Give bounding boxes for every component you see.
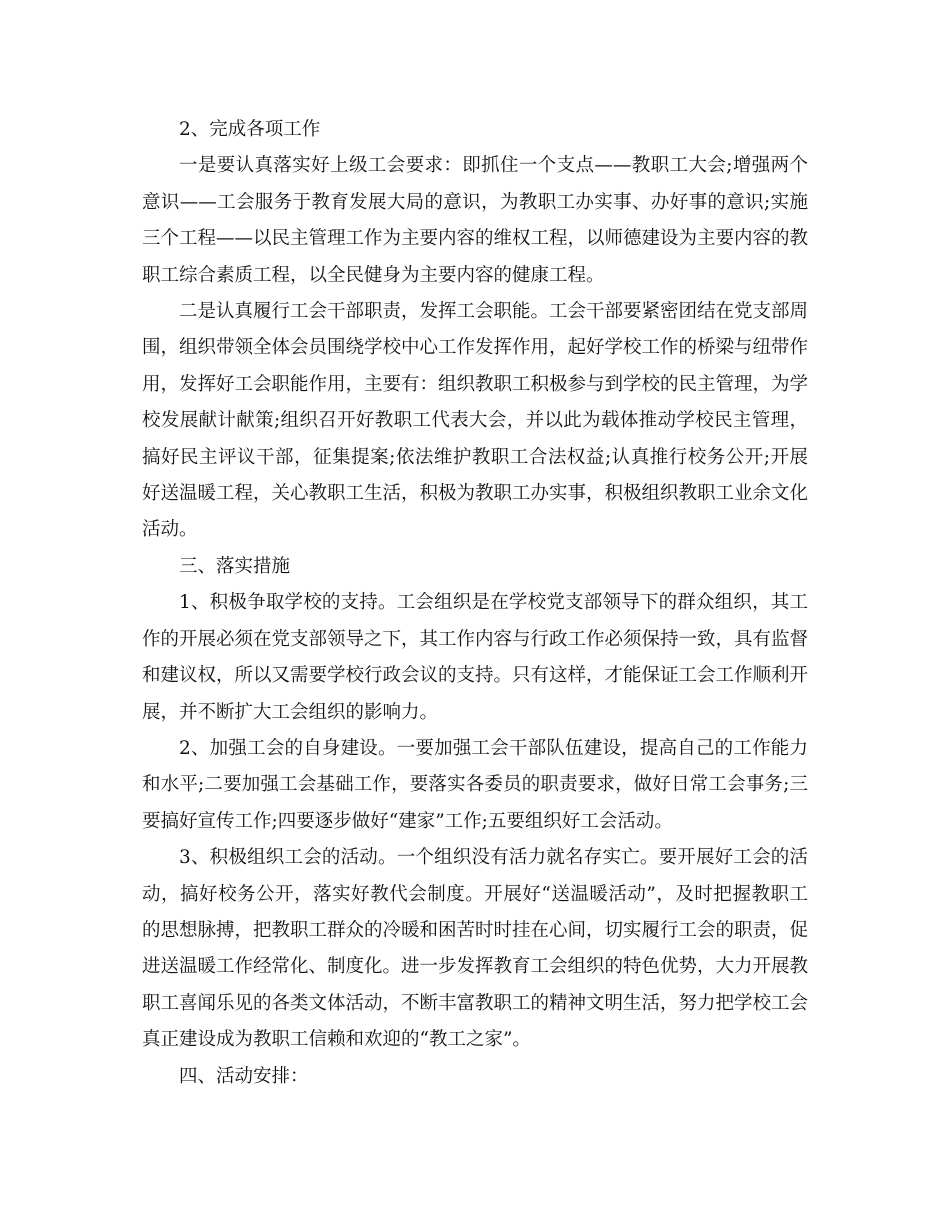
paragraph-measure-3: 3、积极组织工会的活动。一个组织没有活力就名存实亡。要开展好工会的活动，搞好校务公开，落实好教代会制度。开展好“送温暖活动”，及时把握教职工的思想脉搏，把教职工群众的冷暖和困苦时时挂在心间，切实履行工会的职责，促进送温暖工作经常化、制度化。进一步发挥教育工会组织的特色优势，大力开展教职工喜闻乐见的各类文体活动，不断丰富教职工的精神文明生活，努力把学校工会真正建设成为教职工信赖和欢迎的“教工之家”。	[142, 847, 809, 1051]
paragraph-measure-2: 2、加强工会的自身建设。一要加强工会干部队伍建设，提高自己的工作能力和水平;二要加强工会基础工作，要落实各委员的职责要求，做好日常工会事务;三要搞好宣传工作;四要逐步做好“建家”工作;五要组织好工会活动。	[142, 737, 808, 832]
paragraph-measure-1: 1、积极争取学校的支持。工会组织是在学校党支部领导下的群众组织，其工作的开展必须在党支部领导之下，其工作内容与行政工作必须保持一致，具有监督和建议权，所以又需要学校行政会议的支持。只有这样，才能保证工会工作顺利开展，并不断扩大工会组织的影响力。	[142, 592, 809, 723]
paragraph-duties: 二是认真履行工会干部职责，发挥工会职能。工会干部要紧密团结在党支部周围，组织带领全体会员围绕学校中心工作发挥作用，起好学校工作的桥梁与纽带作用，发挥好工会职能作用，主要有：组织教职工积极参与到学校的民主管理，为学校发展献计献策;组织召开好教职工代表大会，并以此为载体推动学校民主管理，搞好民主评议干部，征集提案;依法维护教职工合法权益;认真推行校务公开;开展好送温暖工程，关心教职工生活，积极为教职工办实事，积极组织教职工业余文化活动。	[142, 301, 809, 541]
paragraph-requirements: 一是要认真落实好上级工会要求：即抓住一个支点——教职工大会;增强两个意识——工会服务于教育发展大局的意识，为教职工办实事、办好事的意识;实施三个工程——以民主管理工作为主要内容的维权工程，以师德建设为主要内容的教职工综合素质工程，以全民健身为主要内容的健康工程。	[142, 155, 809, 286]
section-heading-activities: 四、活动安排：	[179, 1065, 309, 1087]
document-body	[142, 112, 808, 1095]
section-heading-complete-work: 2、完成各项工作	[179, 119, 321, 140]
section-heading-measures: 三、落实措施	[179, 555, 291, 577]
